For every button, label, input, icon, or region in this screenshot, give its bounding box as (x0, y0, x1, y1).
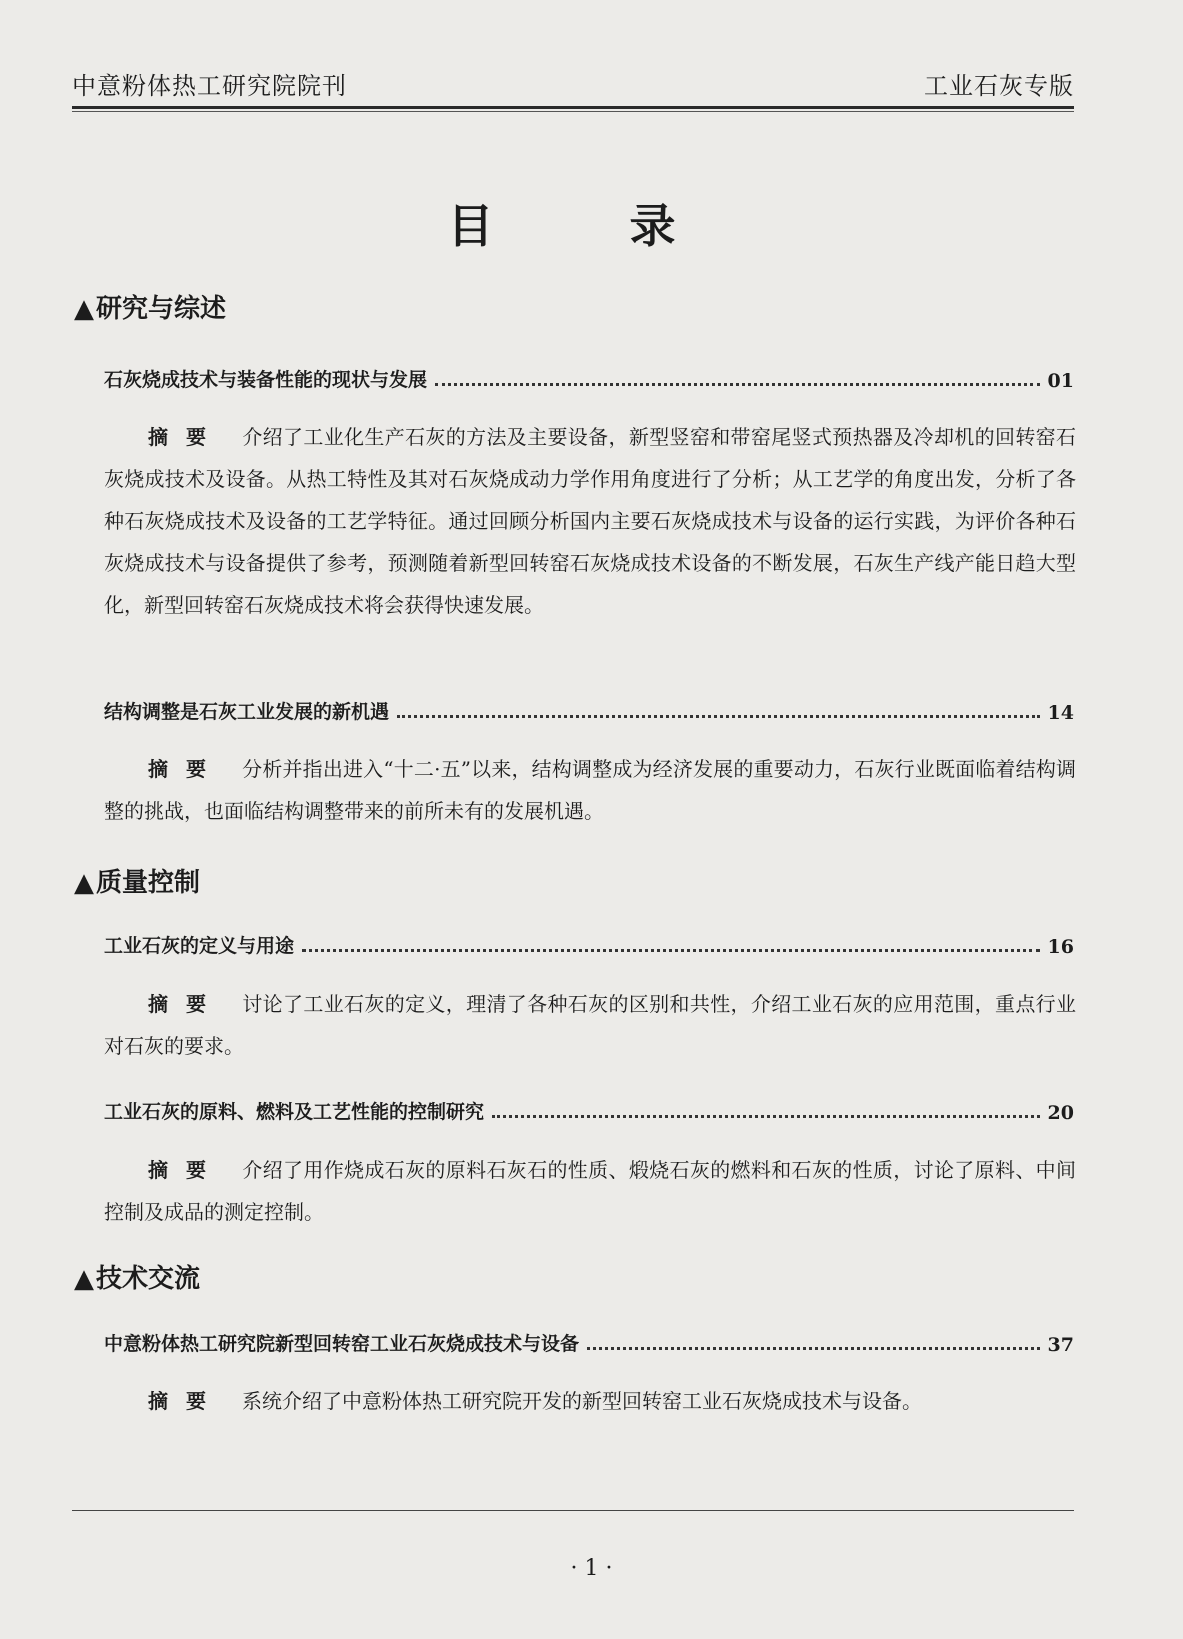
entry-title: 工业石灰的原料、燃料及工艺性能的控制研究 (104, 1101, 485, 1123)
entry-page-number: 37 (1047, 1334, 1074, 1356)
section-heading-research (74, 288, 226, 325)
section-heading-tech-exchange (74, 1258, 200, 1295)
entry-title: 石灰烧成技术与装备性能的现状与发展 (104, 369, 428, 391)
abstract-label: 摘要 (148, 425, 224, 449)
header-rule-thick (72, 106, 1074, 109)
header-rule-thin (72, 111, 1074, 112)
abstract-label: 摘要 (148, 992, 224, 1016)
entry-title: 中意粉体热工研究院新型回转窑工业石灰烧成技术与设备 (104, 1333, 580, 1355)
entry-page-number: 20 (1047, 1102, 1074, 1124)
dot-leader (587, 1347, 1040, 1350)
entry-abstract (104, 416, 1076, 626)
abstract-text: 介绍了工业化生产石灰的方法及主要设备，新型竖窑和带窑尾竖式预热器及冷却机的回转窑石灰烧成技术及设备。从热工特性及其对石灰烧成动力学作用角度进行了分析；从工艺学的角度出发，分析了各种石灰烧成技术及设备的工艺学特征。通过回顾分析国内主要石灰烧成技术与设备的运行实践，为评价各种石灰烧成技术与设备提供了参考，预测随着新型回转窑石灰烧成技术设备的不断发展，石灰生产线产能日趋大型化，新型回转窑石灰烧成技术将会获得快速发展。 (104, 425, 1076, 617)
dot-leader (492, 1115, 1040, 1118)
triangle-icon: ▲ (74, 1264, 94, 1294)
abstract-text: 系统介绍了中意粉体热工研究院开发的新型回转窑工业石灰烧成技术与设备。 (242, 1389, 922, 1413)
entry-abstract (104, 748, 1076, 832)
entry-abstract (104, 983, 1076, 1067)
abstract-text: 介绍了用作烧成石灰的原料石灰石的性质、煅烧石灰的燃料和石灰的性质，讨论了原料、中间控制及成品的测定控制。 (104, 1158, 1076, 1224)
section-name: 技术交流 (96, 1264, 201, 1294)
toc-entry[interactable] (104, 924, 1074, 958)
triangle-icon: ▲ (74, 868, 94, 898)
abstract-text: 讨论了工业石灰的定义，理清了各种石灰的区别和共性，介绍工业石灰的应用范围，重点行业对石灰的要求。 (104, 992, 1076, 1058)
toc-entry[interactable] (104, 690, 1074, 724)
section-name: 质量控制 (96, 868, 201, 898)
dot-leader (435, 383, 1040, 386)
abstract-label: 摘要 (148, 1389, 224, 1413)
toc-entry[interactable] (104, 358, 1074, 392)
special-edition-label: 工业石灰专版 (924, 72, 1074, 100)
entry-abstract (104, 1380, 1076, 1422)
running-header (72, 66, 1074, 102)
page-number: · 1 · (570, 1556, 613, 1581)
page-title: 目 录 (447, 199, 736, 253)
toc-entry[interactable] (104, 1090, 1074, 1124)
abstract-label: 摘要 (148, 1158, 224, 1182)
entry-title: 工业石灰的定义与用途 (104, 935, 295, 957)
footer-rule (72, 1510, 1074, 1511)
entry-page-number: 01 (1047, 370, 1074, 392)
entry-page-number: 14 (1047, 702, 1074, 724)
dot-leader (302, 949, 1040, 952)
abstract-label: 摘要 (148, 757, 224, 781)
abstract-text: 分析并指出进入“十二·五”以来，结构调整成为经济发展的重要动力，石灰行业既面临着结构调整的挑战，也面临结构调整带来的前所未有的发展机遇。 (104, 757, 1076, 823)
entry-page-number: 16 (1047, 936, 1074, 958)
toc-entry[interactable] (104, 1322, 1074, 1356)
entry-title: 结构调整是石灰工业发展的新机遇 (104, 701, 390, 723)
entry-abstract (104, 1149, 1076, 1233)
triangle-icon: ▲ (74, 294, 94, 324)
section-heading-quality (74, 862, 200, 899)
section-name: 研究与综述 (96, 294, 227, 324)
dot-leader (397, 715, 1040, 718)
journal-name: 中意粉体热工研究院院刊 (72, 72, 347, 100)
